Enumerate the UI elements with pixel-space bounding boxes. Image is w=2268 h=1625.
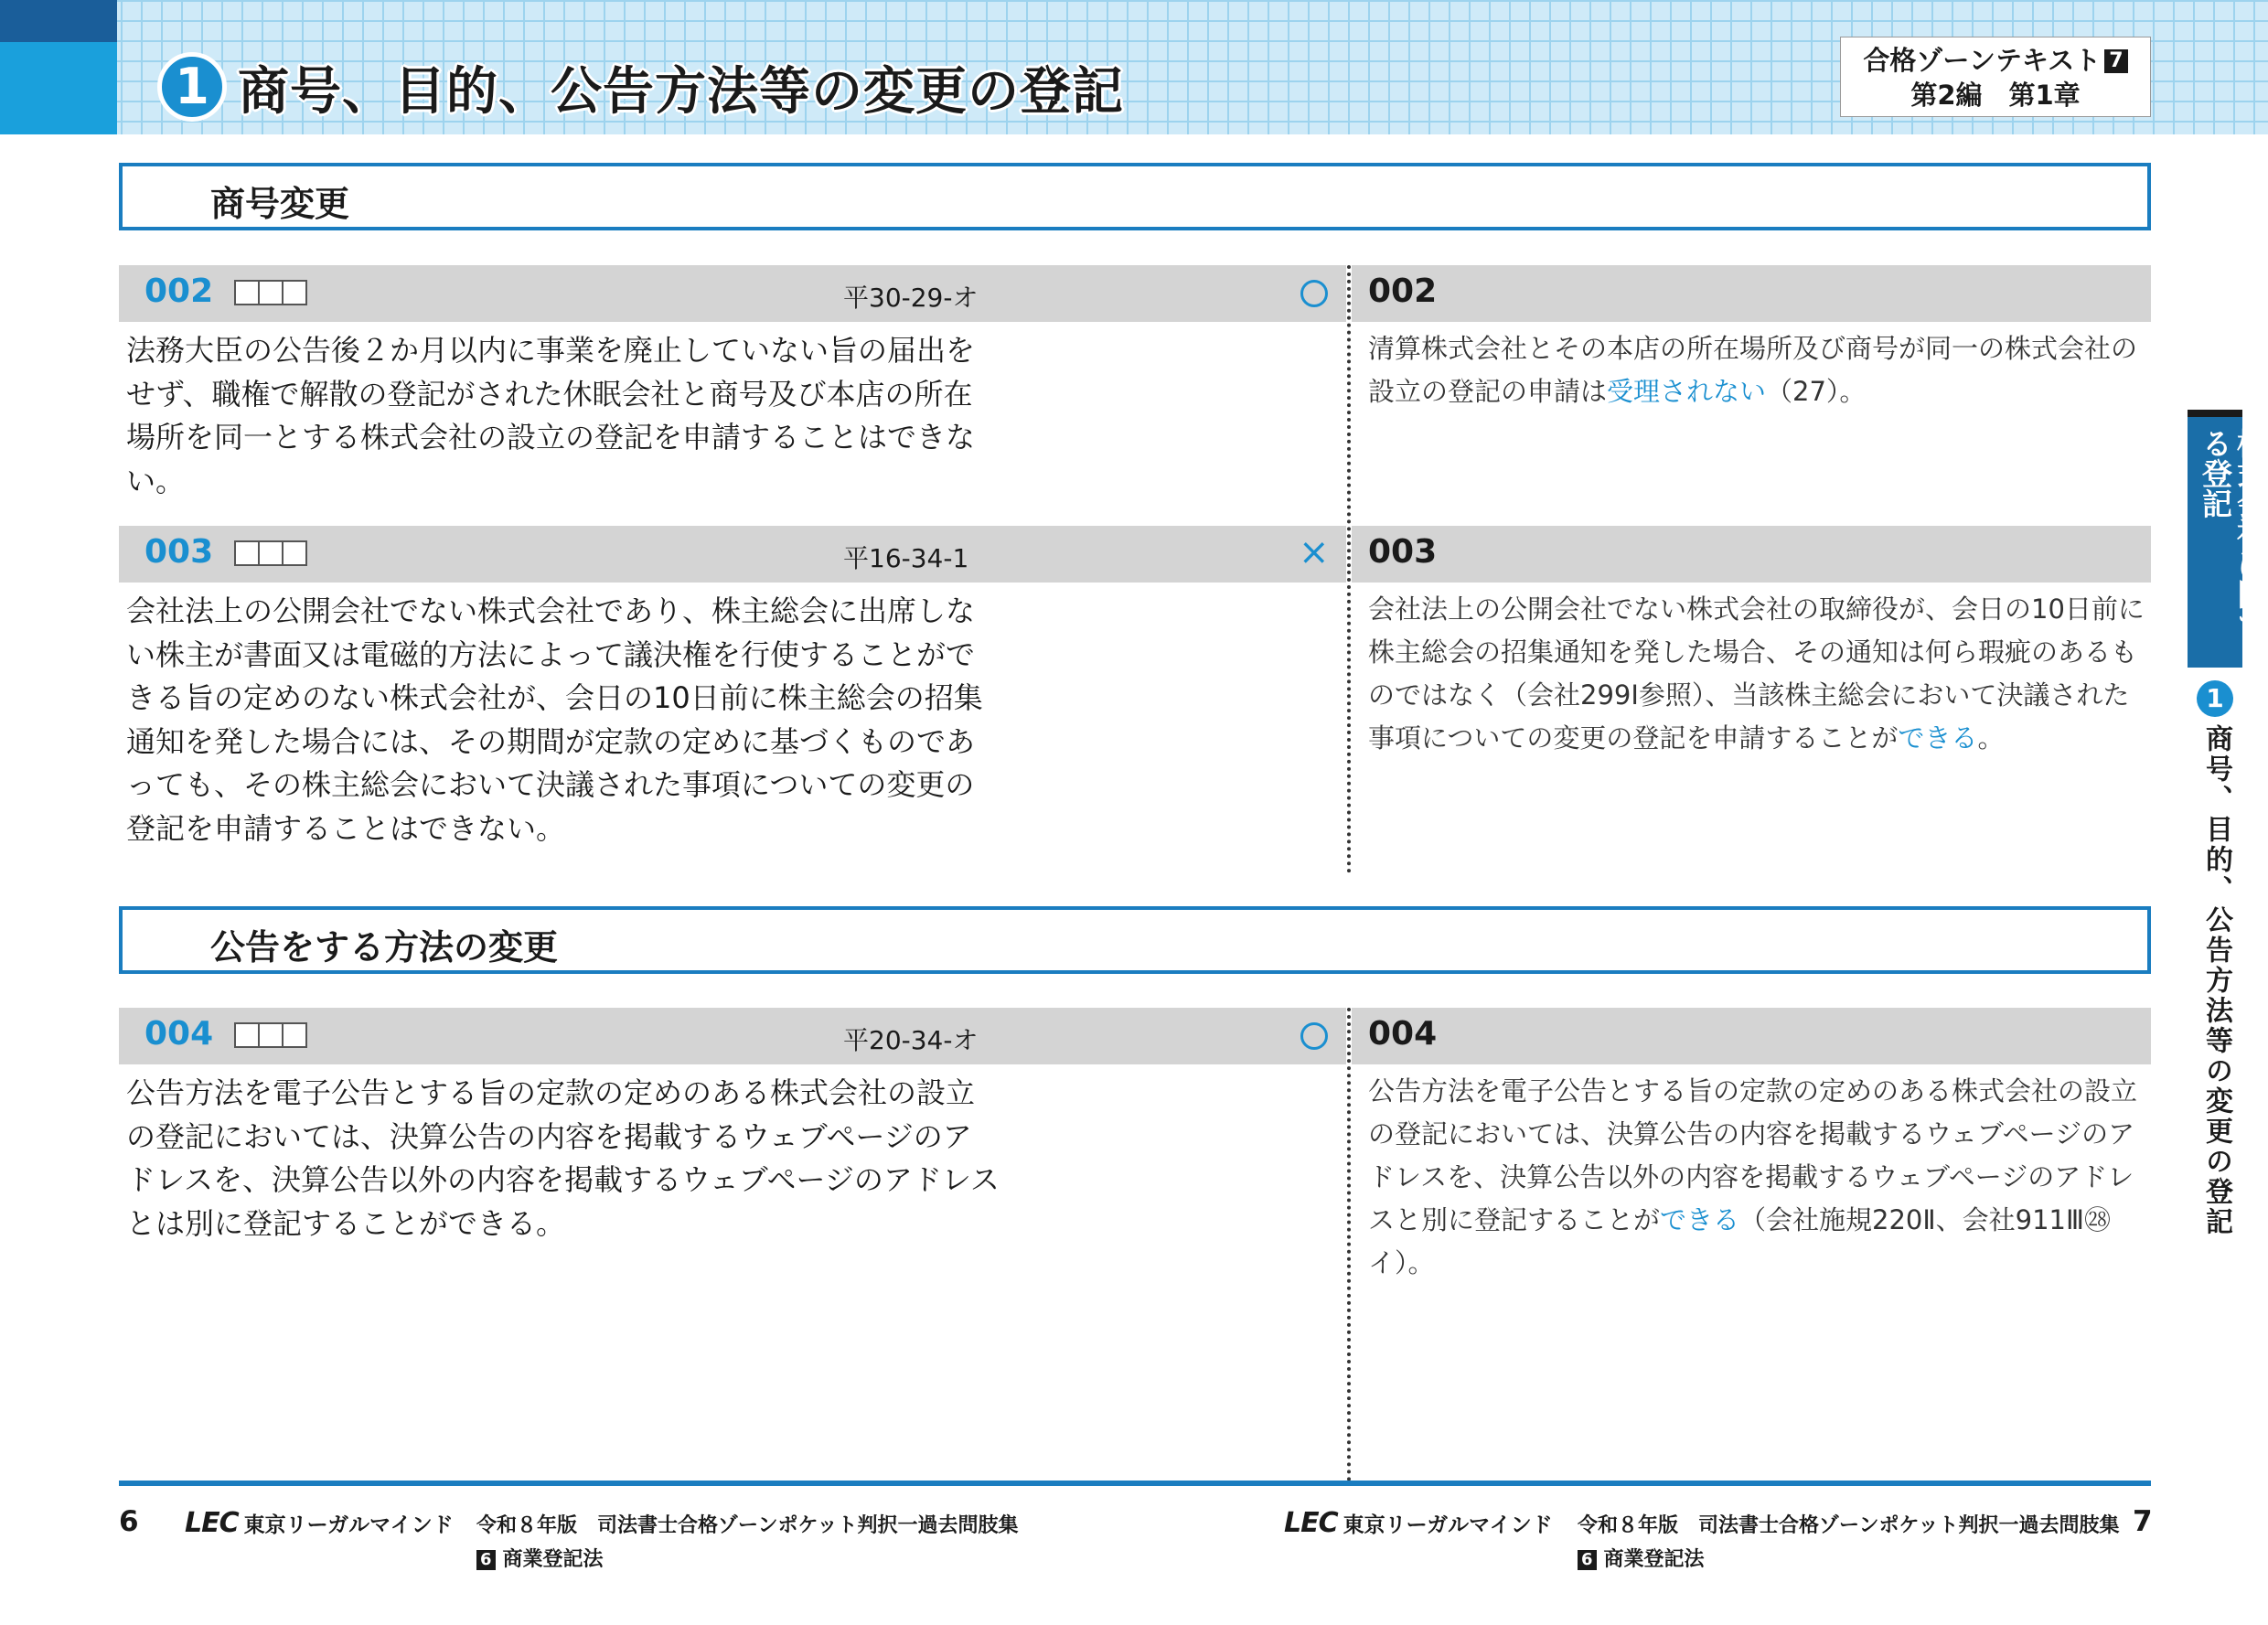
publisher-name: 東京リーガルマインド	[1343, 1513, 1553, 1537]
subject-name: 商業登記法	[1603, 1548, 1705, 1571]
answer-text-004	[1368, 1070, 2145, 1285]
answer-citation: （会社施規220Ⅱ、会社911Ⅲ㉘イ）。	[1368, 1204, 2112, 1278]
answer-citation: （27）。	[1766, 376, 1867, 407]
check-boxes	[234, 280, 307, 307]
publisher-name: 東京リーガルマインド	[243, 1513, 454, 1537]
subject-left	[476, 1544, 604, 1572]
section-header-public-notice	[119, 906, 2151, 974]
reference-title: 合格ゾーンテキスト	[1863, 45, 2102, 76]
publisher-logo-left	[185, 1507, 454, 1539]
book-title-left: 令和８年版 司法書士合格ゾーンポケット判択一過去問肢集	[476, 1514, 1019, 1537]
question-bar-004	[119, 1008, 1346, 1064]
check-boxes	[234, 540, 307, 568]
lec-logo-icon: LEC	[1284, 1507, 1338, 1539]
correct-mark-icon	[1300, 1022, 1328, 1050]
answer-bar-002	[1352, 265, 2151, 322]
textbook-reference	[1840, 37, 2151, 117]
footer-rule	[119, 1481, 2151, 1486]
answer-text-003	[1368, 588, 2145, 760]
side-chapter-title: 商号、目的、公告方法等の変更の登記	[2200, 724, 2232, 1237]
answer-bar-003	[1352, 526, 2151, 583]
answer-body: 公告方法を電子公告とする旨の定款の定めのある株式会社の設立の登記においては、決算公告の内容を掲載するウェブページのアドレスを、決算公告以外の内容を掲載するウェブページのアドレスと別に登記することが	[1368, 1075, 2138, 1235]
question-source: 平20-34-オ	[843, 1025, 979, 1055]
answer-bar-004	[1352, 1008, 2151, 1064]
section-title: 商号変更	[210, 184, 350, 224]
check-box[interactable]	[284, 540, 307, 566]
subject-name: 商業登記法	[502, 1548, 604, 1571]
side-index-tab[interactable]	[2188, 410, 2268, 668]
question-source: 平30-29-オ	[843, 283, 979, 313]
section-header-trade-name	[119, 163, 2151, 230]
incorrect-mark-icon: ×	[1299, 531, 1330, 573]
publisher-logo-right	[1284, 1507, 1553, 1539]
subject-right	[1578, 1544, 1705, 1572]
column-divider	[1347, 265, 1351, 873]
section-title: 公告をする方法の変更	[210, 927, 559, 968]
question-number: 004	[144, 1015, 214, 1053]
answer-body: 会社法上の公開会社でない株式会社の取締役が、会日の10日前に株主総会の招集通知を発した場合、その通知は何ら瑕疵のあるものではなく（会社299Ⅰ参照）、当該株主総会において決議された事項についての変更の登記を申請することが	[1368, 593, 2145, 754]
question-number: 003	[144, 533, 214, 571]
question-bar-002	[119, 265, 1346, 322]
book-title-right: 令和８年版 司法書士合格ゾーンポケット判択一過去問肢集	[1578, 1514, 2120, 1537]
check-box[interactable]	[234, 1022, 260, 1048]
volume-badge: 6	[1578, 1550, 1597, 1570]
answer-text-002	[1368, 327, 2145, 413]
check-box[interactable]	[234, 280, 260, 305]
chapter-number-badge: 1	[157, 52, 227, 122]
lec-logo-icon: LEC	[185, 1507, 239, 1539]
header-corner-accent	[0, 42, 117, 134]
header-corner-dark	[0, 0, 117, 42]
check-box[interactable]	[234, 540, 260, 566]
chapter-title: 商号、目的、公告方法等の変更の登記	[238, 62, 1124, 122]
question-number: 002	[144, 273, 214, 310]
answer-conclusion: できる	[1898, 722, 1978, 754]
check-boxes	[234, 1022, 307, 1050]
answer-conclusion: できる	[1660, 1204, 1740, 1235]
column-divider	[1347, 1008, 1351, 1481]
question-bar-003	[119, 526, 1346, 583]
question-text-003: 会社法上の公開会社でない株式会社であり、株主総会に出席しない株主が書面又は電磁的方法によって議決権を行使することができる旨の定めのない株式会社が、会日の10日前に株主総会の招集通知を発した場合には、その期間が定款の定めに基づくものであっても、その株主総会において決議された事項についての変更の登記を申請することはできない。	[126, 593, 983, 846]
page-number-left: 6	[119, 1505, 139, 1538]
check-box[interactable]	[284, 1022, 307, 1048]
check-box[interactable]	[284, 280, 307, 305]
answer-number: 003	[1368, 533, 1438, 571]
answer-number: 004	[1368, 1015, 1438, 1053]
question-text-002: 法務大臣の公告後２か月以内に事業を廃止していない旨の届出をせず、職権で解散の登記がされた休眠会社と商号及び本店の所在場所を同一とする株式会社の設立の登記を申請することはできない。	[126, 333, 976, 498]
answer-conclusion: 受理されない	[1607, 376, 1767, 407]
question-source: 平16-34-1	[843, 543, 969, 573]
answer-body: 清算株式会社とその本店の所在場所及び商号が同一の株式会社の設立の登記の申請は	[1368, 333, 2138, 407]
reference-chapter: 第2編 第1章	[1910, 80, 2081, 111]
volume-badge: 6	[476, 1550, 496, 1570]
check-box[interactable]	[260, 540, 284, 566]
side-tab-label: 株式会社に関する登記	[2198, 428, 2268, 639]
check-box[interactable]	[260, 1022, 284, 1048]
question-text-004: 公告方法を電子公告とする旨の定款の定めのある株式会社の設立の登記においては、決算公告の内容を掲載するウェブページのアドレスを、決算公告以外の内容を掲載するウェブページのアドレスとは別に登記することができる。	[126, 1075, 1000, 1241]
reference-volume-badge: 7	[2104, 49, 2127, 73]
answer-number: 002	[1368, 273, 1438, 310]
correct-mark-icon	[1300, 280, 1328, 307]
page-number-right: 7	[2133, 1505, 2153, 1538]
side-chapter-number: 1	[2197, 680, 2233, 717]
check-box[interactable]	[260, 280, 284, 305]
answer-citation: 。	[1977, 722, 2005, 754]
